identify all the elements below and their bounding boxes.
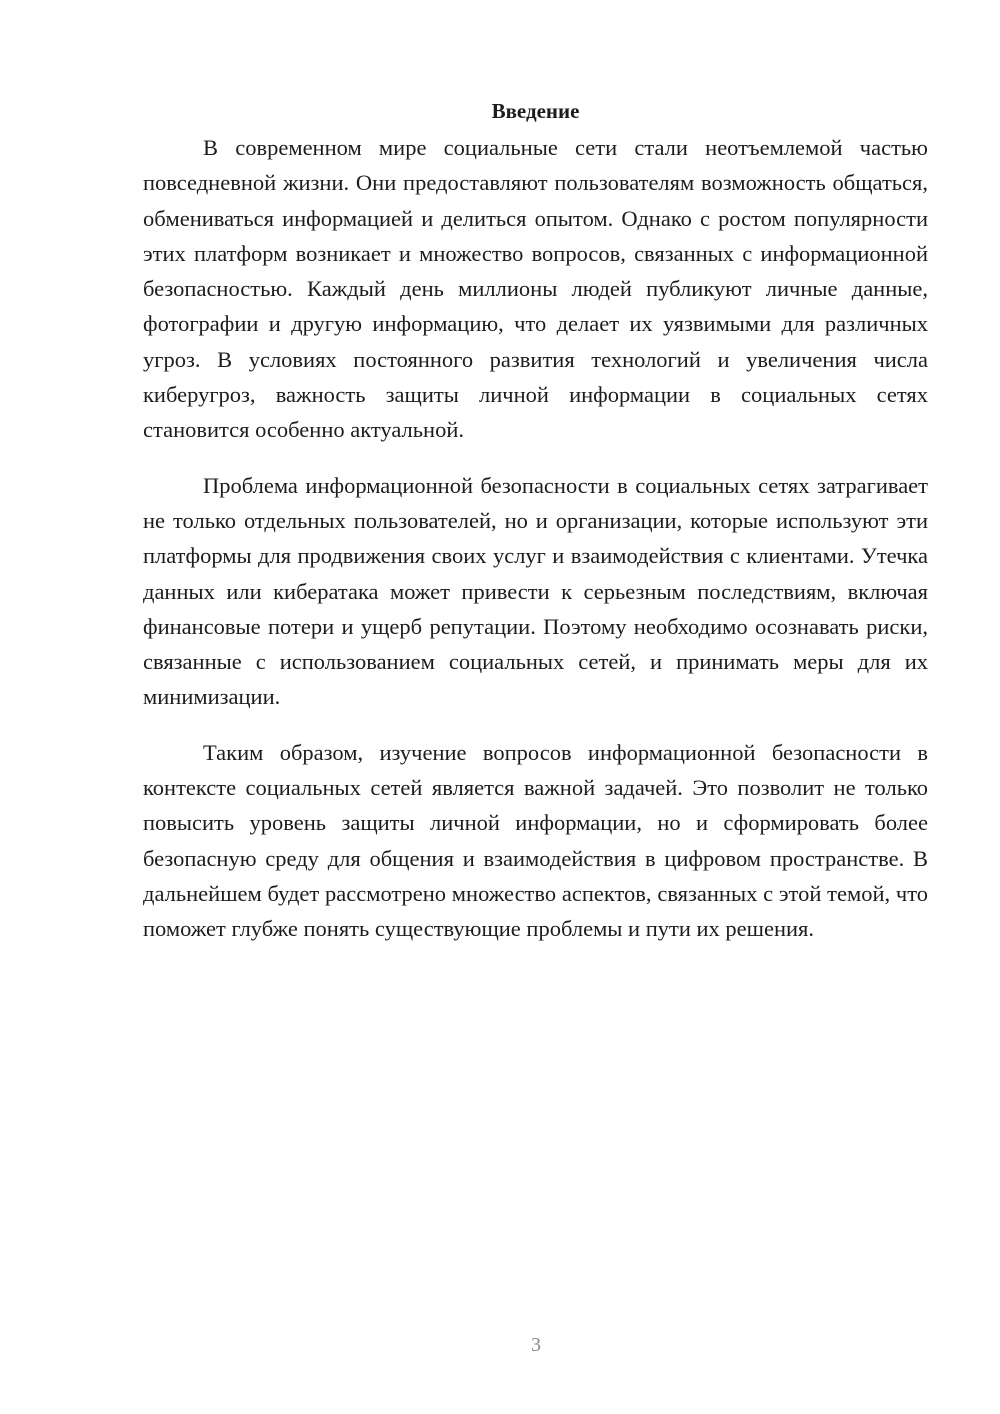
page-content xyxy=(143,96,928,967)
section-heading: Введение xyxy=(491,99,580,123)
paragraph-3: Таким образом, изучение вопросов информационной безопасности в контексте социальных сетей является важной задачей. Это позволит не только повысить уровень защиты личной информации, но и сформировать более безопасную среду для общения и взаимодействия в цифровом пространстве. В дальнейшем будет рассмотрено множество аспектов, связанных с этой темой, что поможет глубже понять существующие проблемы и пути их решения. xyxy=(143,739,928,942)
page-number: 3 xyxy=(531,1334,541,1356)
paragraph-1: В современном мире социальные сети стали неотъемлемой частью повседневной жизни. Они предоставляют пользователям возможность общаться, обмениваться информацией и делиться опытом. Однако с ростом популярности этих платформ возникает и множество вопросов, связанных с информационной безопасностью. Каждый день миллионы людей публикуют личные данные, фотографии и другую информацию, что делает их уязвимыми для различных угроз. В условиях постоянного развития технологий и увеличения числа киберугроз, важность защиты личной информации в социальных сетях становится особенно актуальной. xyxy=(143,135,928,443)
paragraph-2: Проблема информационной безопасности в социальных сетях затрагивает не только отдельных пользователей, но и организации, которые используют эти платформы для продвижения своих услуг и взаимодействия с клиентами. Утечка данных или кибератака может привести к серьезным последствиям, включая финансовые потери и ущерб репутации. Поэтому необходимо осознавать риски, связанные с использованием социальных сетей, и принимать меры для их минимизации. xyxy=(143,472,928,710)
